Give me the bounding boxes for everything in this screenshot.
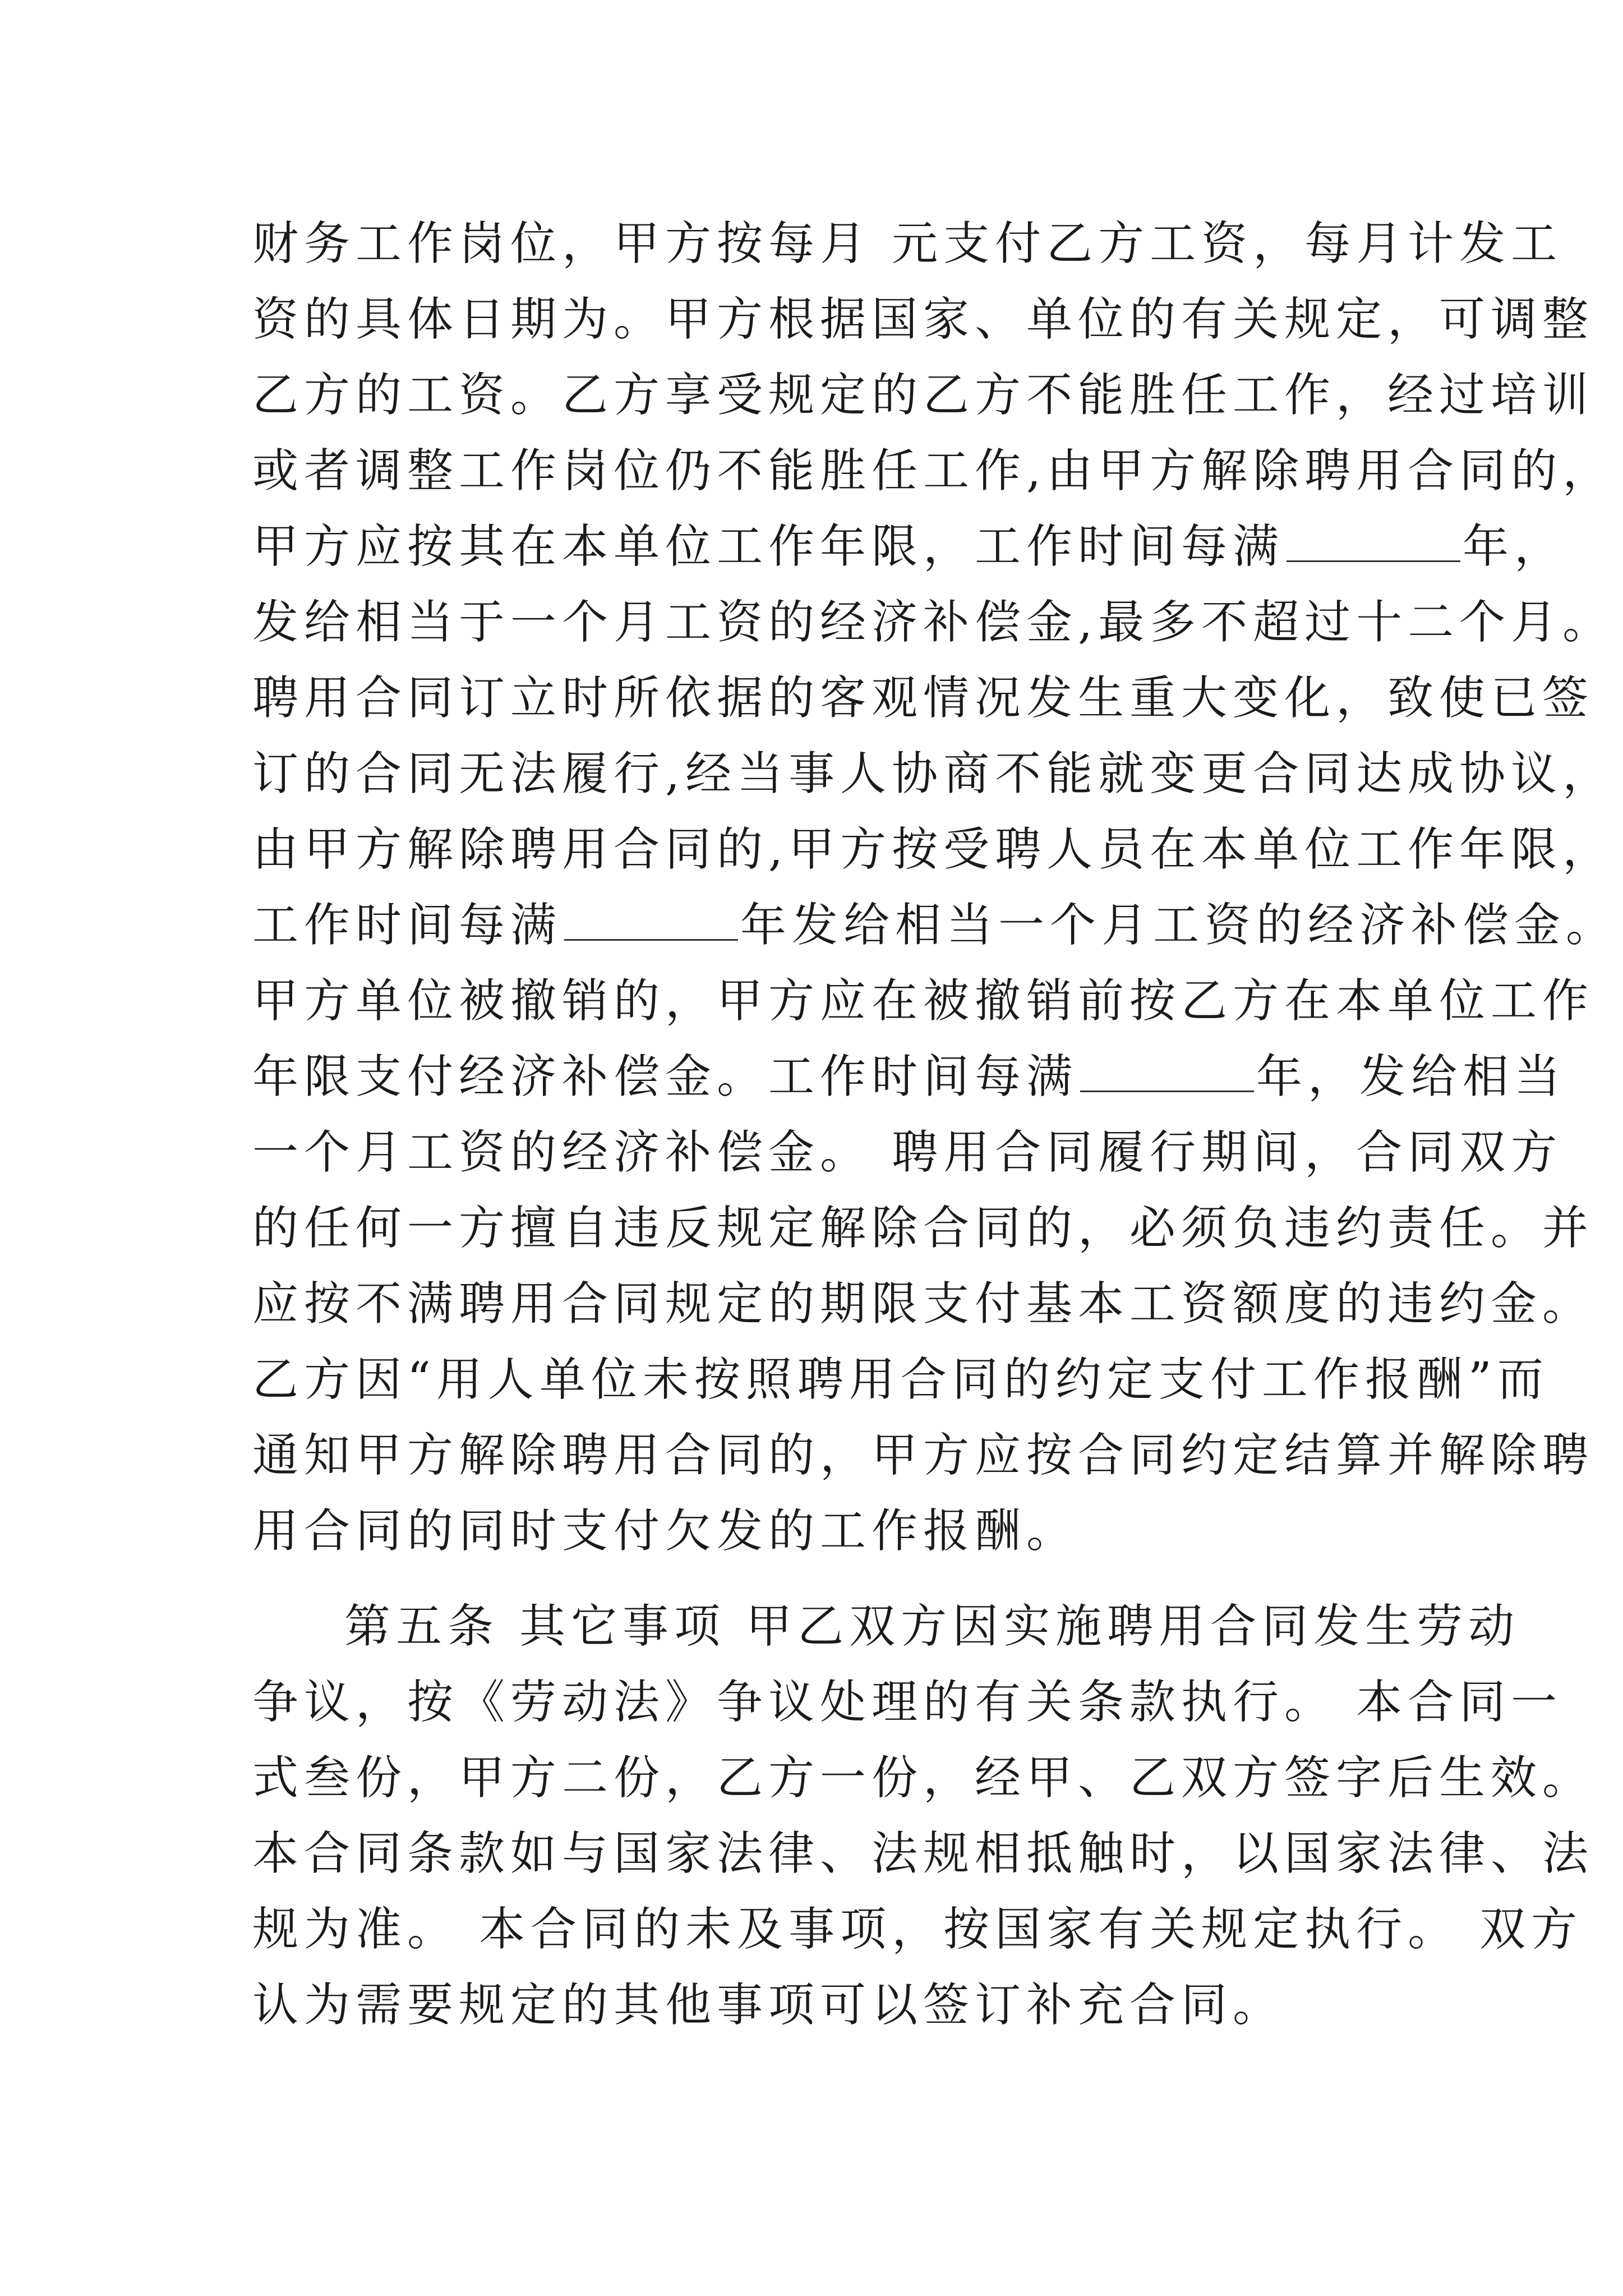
text-line <box>252 1674 1562 1731</box>
text-segment: 甲方单位被撤销的，甲方应在被撤销前按乙方在本单位工作 <box>252 974 1594 1028</box>
text-segment: 乙方的工资。乙方享受规定的乙方不能胜任工作，经过培训 <box>252 369 1594 422</box>
text-segment: 年， <box>1463 520 1566 573</box>
text-segment: 甲方应按其在本单位工作年限，工作时间每满 <box>252 520 1285 573</box>
text-line <box>252 822 1614 878</box>
text-line <box>252 1503 1078 1559</box>
text-segment: 争议，按《劳动法》争议处理的有关条款执行。 本合同一 <box>252 1676 1563 1729</box>
text-line <box>252 1428 1594 1484</box>
fill-in-blank[interactable] <box>1080 1051 1254 1092</box>
text-line <box>252 1977 1284 2033</box>
text-segment: 订的合同无法履行,经当事人协商不能就变更合同达成协议， <box>252 747 1615 800</box>
text-segment: 由甲方解除聘用合同的,甲方按受聘人员在本单位工作年限， <box>252 823 1615 876</box>
text-line <box>252 973 1594 1029</box>
text-segment: 用合同的同时支付欠发的工作报酬。 <box>252 1504 1078 1558</box>
text-segment: 工作时间每满 <box>252 899 562 952</box>
text-segment: 一个月工资的经济补偿金。 聘用合同履行期间，合同双方 <box>252 1126 1563 1179</box>
text-line <box>252 443 1614 499</box>
text-line <box>252 292 1594 348</box>
text-line <box>252 1352 1549 1408</box>
text-segment: 规为准。 本合同的未及事项，按国家有关规定执行。 双方 <box>252 1903 1583 1956</box>
text-segment: 资的具体日期为。甲方根据国家、单位的有关规定，可调整 <box>252 293 1594 346</box>
text-line <box>252 1902 1583 1958</box>
fill-in-blank[interactable] <box>1287 521 1460 562</box>
fill-in-blank[interactable] <box>564 900 738 941</box>
text-line <box>252 1750 1594 1806</box>
text-segment: 或者调整工作岗位仍不能胜任工作,由甲方解除聘用合同的， <box>252 444 1615 498</box>
text-line <box>252 367 1594 424</box>
text-line <box>252 216 1562 272</box>
text-segment: 本合同条款如与国家法律、法规相抵触时，以国家法律、法 <box>252 1827 1594 1880</box>
text-segment: 式叁份，甲方二份，乙方一份，经甲、乙双方签字后生效。 <box>252 1751 1594 1805</box>
text-segment: 发给相当于一个月工资的经济补偿金,最多不超过十二个月。 <box>252 596 1615 649</box>
text-line <box>252 1049 1566 1105</box>
text-segment: 年，发给相当 <box>1256 1050 1566 1103</box>
text-line <box>252 1125 1562 1181</box>
text-line <box>252 1200 1594 1257</box>
text-segment: 的任何一方擅自违反规定解除合同的，必须负违约责任。并 <box>252 1202 1594 1255</box>
text-segment: 认为需要规定的其他事项可以签订补充合同。 <box>252 1978 1285 2032</box>
text-segment: 年限支付经济补偿金。工作时间每满 <box>252 1050 1078 1103</box>
text-line <box>252 519 1566 575</box>
text-segment: 通知甲方解除聘用合同的，甲方应按合同约定结算并解除聘 <box>252 1429 1594 1482</box>
text-line <box>252 1276 1594 1332</box>
text-segment: 年发给相当一个月工资的经济补偿金。 <box>740 899 1618 952</box>
text-line <box>252 1599 1520 1655</box>
text-segment: 聘用合同订立时所依据的客观情况发生重大变化，致使已签 <box>252 671 1594 725</box>
text-line <box>252 670 1594 726</box>
text-line <box>252 1826 1594 1882</box>
text-segment: 财务工作岗位，甲方按每月 元支付乙方工资，每月计发工 <box>252 217 1563 270</box>
text-segment: 应按不满聘用合同规定的期限支付基本工资额度的违约金。 <box>252 1277 1594 1331</box>
text-line <box>252 746 1614 802</box>
text-line <box>252 898 1617 954</box>
text-segment: 第五条 其它事项 甲乙双方因实施聘用合同发生劳动 <box>344 1600 1520 1653</box>
text-line <box>252 595 1614 651</box>
text-segment: 乙方因“用人单位未按照聘用合同的约定支付工作报酬”而 <box>252 1353 1549 1406</box>
